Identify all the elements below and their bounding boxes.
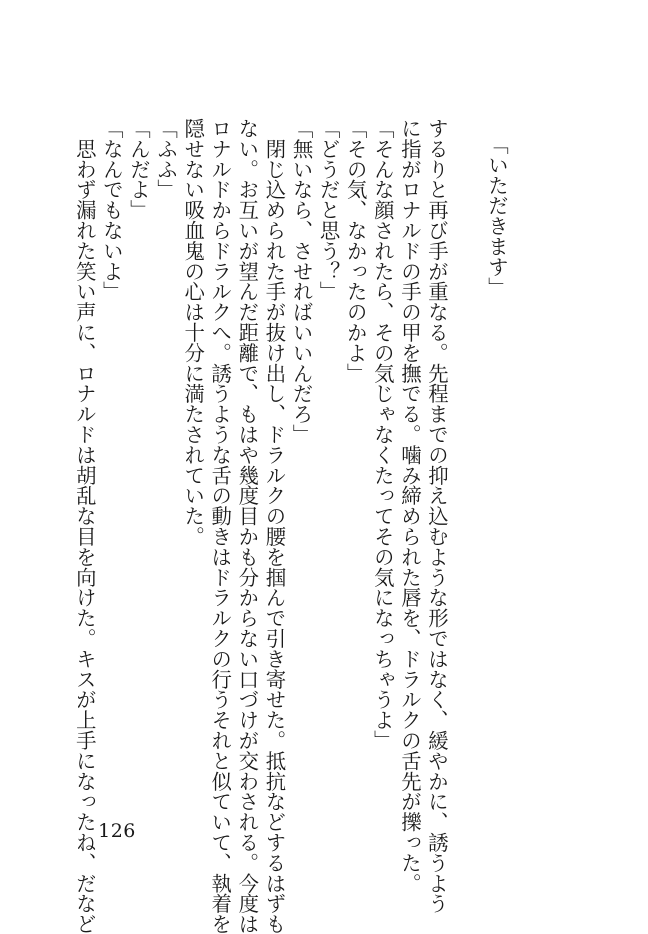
page-number: 126 <box>98 820 136 842</box>
text-line: 「その気、なかったのかよ」 <box>343 118 368 384</box>
text-line: ない。お互いが望んだ距離で、もはや幾度目かも分からない口づけが交わされる。今度は <box>235 118 260 934</box>
opening-dialogue: 「いただきます」 <box>485 134 509 298</box>
text-line: 思わず漏れた笑い声に、ロナルドは胡乱な目を向けた。キスが上手になったね、だなど <box>72 118 97 934</box>
text-line: 「どうだと思う？」 <box>316 118 341 302</box>
text-line: 「ふふ」 <box>154 118 179 200</box>
text-line: 「そんな顔されたら、その気じゃなくたってその気になっちゃうよ」 <box>370 118 395 751</box>
text-line: 「んだよ」 <box>126 118 151 220</box>
text-line: 閉じ込められた手が抜け出し、ドラルクの腰を掴んで引き寄せた。抵抗などするはずも <box>262 118 287 934</box>
text-line: 「なんでもないよ」 <box>99 118 124 302</box>
text-line: 「無いなら、させればいいんだろ」 <box>289 118 314 445</box>
text-line: するりと再び手が重なる。先程までの抑え込むような形ではなく、緩やかに、誘うよう <box>425 118 449 914</box>
text-line: に指がロナルドの手の甲を撫でる。噛み締められた唇を、ドラルクの舌先が擽った。 <box>397 118 422 894</box>
text-line: ロナルドからドラルクへ。誘うような舌の動きはドラルクの行うそれと似ていて、執着を <box>208 118 233 934</box>
text-line: 隠せない吸血鬼の心は十分に満たされていた。 <box>181 118 206 547</box>
